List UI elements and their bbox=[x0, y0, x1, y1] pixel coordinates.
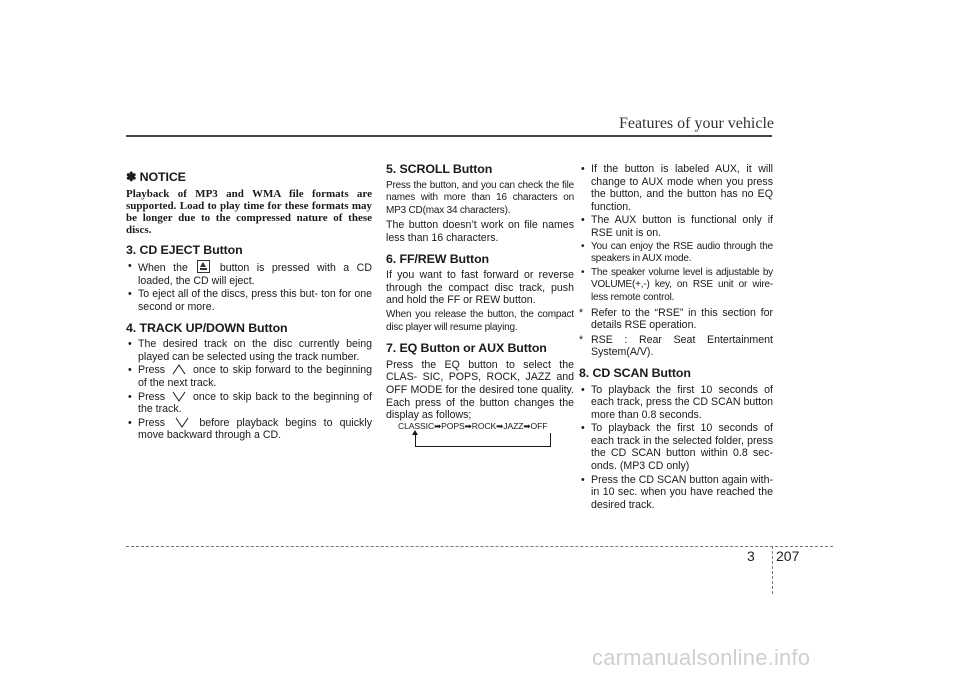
column-right bbox=[579, 163, 773, 513]
scroll-text: The button doesn’t work on file names less than 16 characters. bbox=[386, 219, 574, 244]
note-text: Refer to the “RSE” in this section for details RSE operation. bbox=[591, 306, 773, 332]
track-list bbox=[126, 338, 372, 442]
list-item bbox=[126, 364, 372, 389]
chevron-down-icon bbox=[175, 417, 189, 428]
ffrew-heading: 6. FF/REW Button bbox=[386, 251, 490, 266]
notice-body: Playback of MP3 and WMA file formats are supported. Load to play time for these formats may be longer due to the compressed nature of these discs. bbox=[126, 187, 372, 236]
cd-scan-list bbox=[579, 384, 773, 512]
scroll-text: Press the button, and you can check the file names with more than 16 characters on MP3 CD(max 34 characters). bbox=[386, 179, 574, 216]
ffrew-text: When you release the button, the compact disc player will resume playing. bbox=[386, 308, 574, 333]
watermark: carmanualsonline.info bbox=[592, 645, 811, 670]
column-middle bbox=[386, 163, 574, 424]
arrow-up-icon bbox=[412, 430, 418, 435]
page-header-title: Features of your vehicle bbox=[618, 115, 774, 132]
note bbox=[579, 334, 773, 359]
cd-eject-heading: 3. CD EJECT Button bbox=[126, 242, 243, 257]
list-item: • The desired track on the disc currently being played can be selected using the track number. bbox=[126, 338, 372, 363]
bullet-text: Press bbox=[138, 390, 166, 403]
bullet-text: When the bbox=[138, 262, 188, 275]
notice-heading: ✽ NOTICE bbox=[126, 170, 186, 184]
bullet-text: once to skip back to the beginning of the track. bbox=[138, 390, 372, 416]
diagram-line bbox=[550, 433, 551, 446]
list-item: • Press the CD SCAN button again with- in 10 sec. when you have reached the desired track. bbox=[579, 474, 773, 512]
aux-list bbox=[579, 163, 773, 305]
eq-mode-sequence: CLASSIC➡POPS➡ROCK➡JAZZ➡OFF bbox=[398, 421, 548, 431]
note-text: RSE : Rear Seat Entertainment System(A/V). bbox=[591, 333, 773, 359]
eject-icon bbox=[197, 260, 210, 273]
chevron-down-icon bbox=[172, 391, 186, 402]
cd-scan-heading: 8. CD SCAN Button bbox=[579, 365, 691, 380]
footer-divider bbox=[126, 546, 833, 547]
bullet-text: Press bbox=[138, 364, 166, 377]
list-item: • The speaker volume level is adjustable by VOLUME(+,-) key, on RSE unit or wire- less remote control. bbox=[579, 267, 773, 305]
list-item bbox=[126, 260, 372, 287]
diagram-line bbox=[415, 446, 551, 447]
bullet-text: button is pressed with a CD loaded, the CD will eject. bbox=[138, 262, 372, 287]
list-item: • You can enjoy the RSE audio through the speakers in AUX mode. bbox=[579, 241, 773, 266]
note bbox=[579, 307, 773, 332]
list-item: • To playback the first 10 seconds of each track, press the CD SCAN button more than 0.8 seconds. bbox=[579, 384, 773, 422]
list-item: • The AUX button is functional only if RSE unit is on. bbox=[579, 214, 773, 239]
header-divider bbox=[126, 135, 772, 137]
bullet-text: Press bbox=[138, 416, 166, 429]
note-marker: * bbox=[579, 306, 584, 319]
list-item: • To playback the first 10 seconds of each track in the selected folder, press the CD SCAN button within 0.8 sec- onds. (MP3 CD only) bbox=[579, 422, 773, 472]
note-marker: * bbox=[579, 333, 584, 346]
eq-heading: 7. EQ Button or AUX Button bbox=[386, 341, 547, 356]
eq-text: Press the EQ button to select the CLAS- SIC, POPS, ROCK, JAZZ and OFF MODE for the desired tone quality. Each press of the button changes the display as follows; bbox=[386, 358, 574, 422]
list-item: • To eject all of the discs, press this but- ton for one second or more. bbox=[126, 288, 372, 313]
list-item bbox=[126, 391, 372, 416]
list-item bbox=[126, 417, 372, 442]
page-number: 207 bbox=[776, 548, 800, 564]
cd-eject-list bbox=[126, 260, 372, 313]
list-item: • If the button is labeled AUX, it will change to AUX mode when you press the button, and the button has no EQ function. bbox=[579, 163, 773, 213]
column-left bbox=[126, 163, 372, 444]
footer-vertical-divider bbox=[772, 546, 773, 594]
chevron-up-icon bbox=[172, 364, 186, 375]
scroll-heading: 5. SCROLL Button bbox=[386, 162, 493, 176]
track-heading: 4. TRACK UP/DOWN Button bbox=[126, 320, 288, 335]
section-number: 3 bbox=[747, 548, 755, 564]
bullet-text: once to skip forward to the beginning of the next track. bbox=[138, 364, 372, 389]
bullet-text: before playback begins to quickly move backward through a CD. bbox=[138, 416, 372, 442]
ffrew-text: If you want to fast forward or reverse through the compact disc track, push and hold the FF or REW button. bbox=[386, 269, 574, 307]
